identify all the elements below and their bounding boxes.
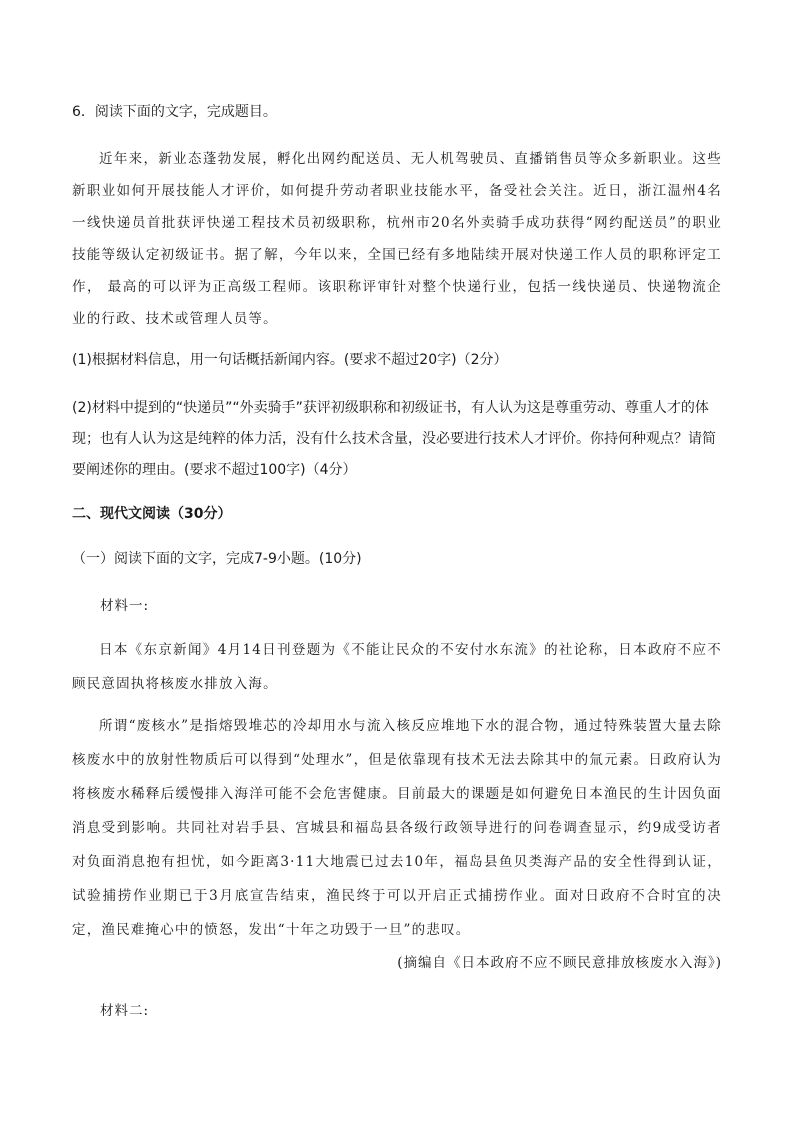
material-1-label: 材料一: [100,598,150,614]
news-passage: 近年来，新业态蓬勃发展，孵化出网约配送员、无人机驾驶员、直播销售员等众多新职业。这些新职业如何开展技能人才评价，如何提升劳动者职业技能水平，备受社会关注。近日，浙江温州4名一线快递员首批获评快递工程技术员初级职称，杭州市20名外卖骑手成功获得“网约配送员”的职业技能等级认定初级证书。据了解，今年以来，全国已经有多地陆续开展对快递工作人员的职称评定工作， 最高的可以评为正高级工程师。该职称评审针对整个快递行业，包括一线快递员、快递物流企业的行政、技术或管理人员等。 [72,151,722,327]
question-title: 6．阅读下面的文字，完成题目。 [72,104,277,120]
section-heading: 二、现代文阅读（30分） [72,506,232,522]
source-citation: (摘编自《日本政府不应不顾民意排放核废水入海》) [397,955,722,971]
sub-question-2: (2)材料中提到的“快递员”“外卖骑手”获评初级职称和初级证书，有人认为这是尊重劳动、尊重人才的体现；也有人认为这是纯粹的体力活，没有什么技术含量，没必要进行技术人才评价。你持何种观点？请简要阐述你的理由。(要求不超过100字)（4分） [72,400,716,478]
sub-question-1: (1)根据材料信息，用一句话概括新闻内容。(要求不超过20字)（2分） [72,352,508,368]
material-1-paragraph-1: 日本《东京新闻》4月14日刊登题为《不能让民众的不安付水东流》的社论称，日本政府不应不顾民意固执将核废水排放入海。 [72,642,722,692]
material-1-paragraph-2: 所谓“废核水”是指熔毁堆芯的冷却用水与流入核反应堆地下水的混合物，通过特殊装置大量去除核废水中的放射性物质后可以得到“处理水”，但是依靠现有技术无法去除其中的氚元素。日政府认为将核废水稀释后缓慢排入海洋可能不会危害健康。目前最大的课题是如何避免日本渔民的生计因负面消息受到影响。共同社对岩手县、宫城县和福岛县各级行政领导进行的问卷调查显示，约9成受访者对负面消息抱有担忧，如今距离3·11大地震已过去10年，福岛县鱼贝类海产品的安全性得到认证，试验捕捞作业期已于3月底宣告结束，渔民终于可以开启正式捕捞作业。面对日政府不合时宜的决定，渔民难掩心中的愤怒，发出“十年之功毁于一旦”的悲叹。 [72,718,722,938]
material-2-label: 材料二: [100,1003,150,1019]
part-instruction: （一）阅读下面的文字，完成7-9小题。(10分) [72,551,362,567]
